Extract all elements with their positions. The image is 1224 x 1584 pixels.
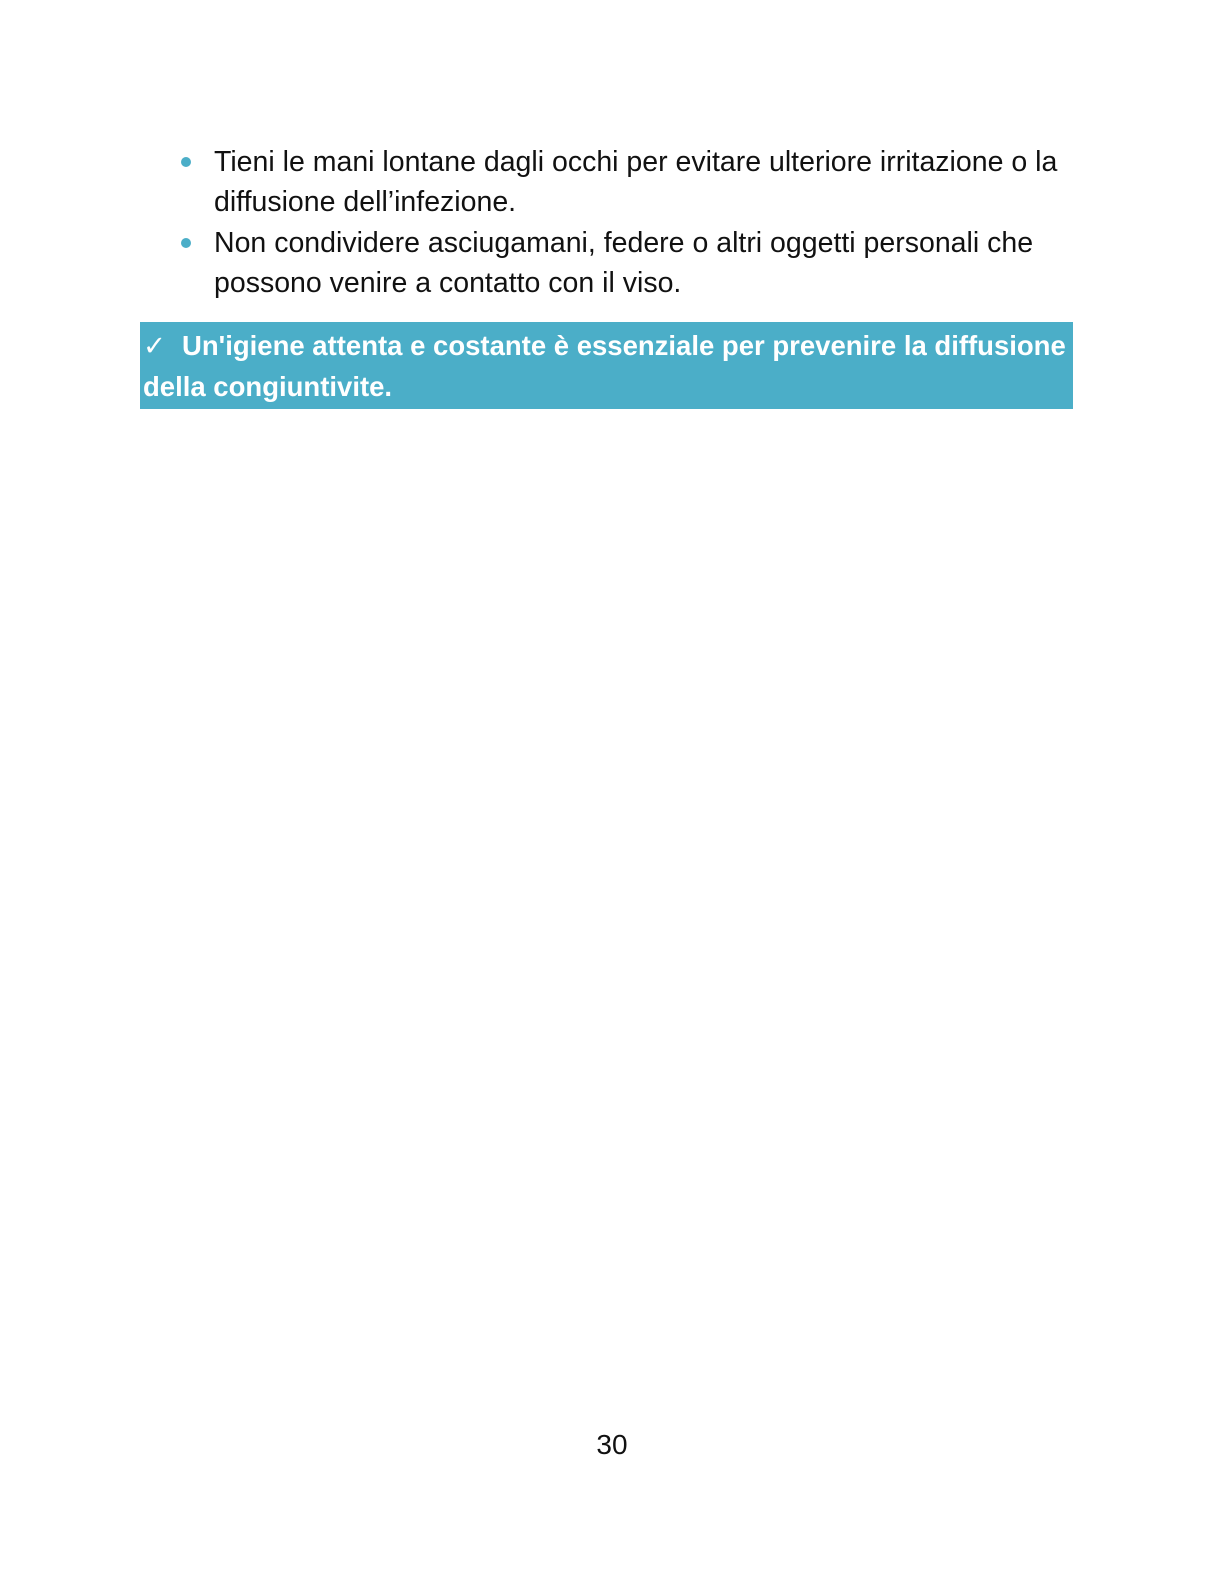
bullet-list	[175, 142, 1080, 304]
bullet-text: Tieni le mani lontane dagli occhi per evitare ulteriore irritazione o la diffusione dell’infezione.	[214, 146, 1058, 218]
bullet-item	[175, 223, 1080, 303]
bullet-dot-icon	[181, 238, 191, 248]
callout-text: Un'igiene attenta e costante è essenziale per prevenire la diffusione della congiuntivite.	[143, 330, 1066, 402]
check-icon: ✓	[143, 330, 167, 361]
bullet-dot-icon	[181, 157, 191, 167]
bullet-item	[175, 142, 1080, 222]
key-point-callout	[140, 322, 1073, 409]
bullet-text: Non condividere asciugamani, federe o altri oggetti personali che possono venire a contatto con il viso.	[214, 227, 1034, 299]
page-number: 30	[596, 1429, 628, 1460]
